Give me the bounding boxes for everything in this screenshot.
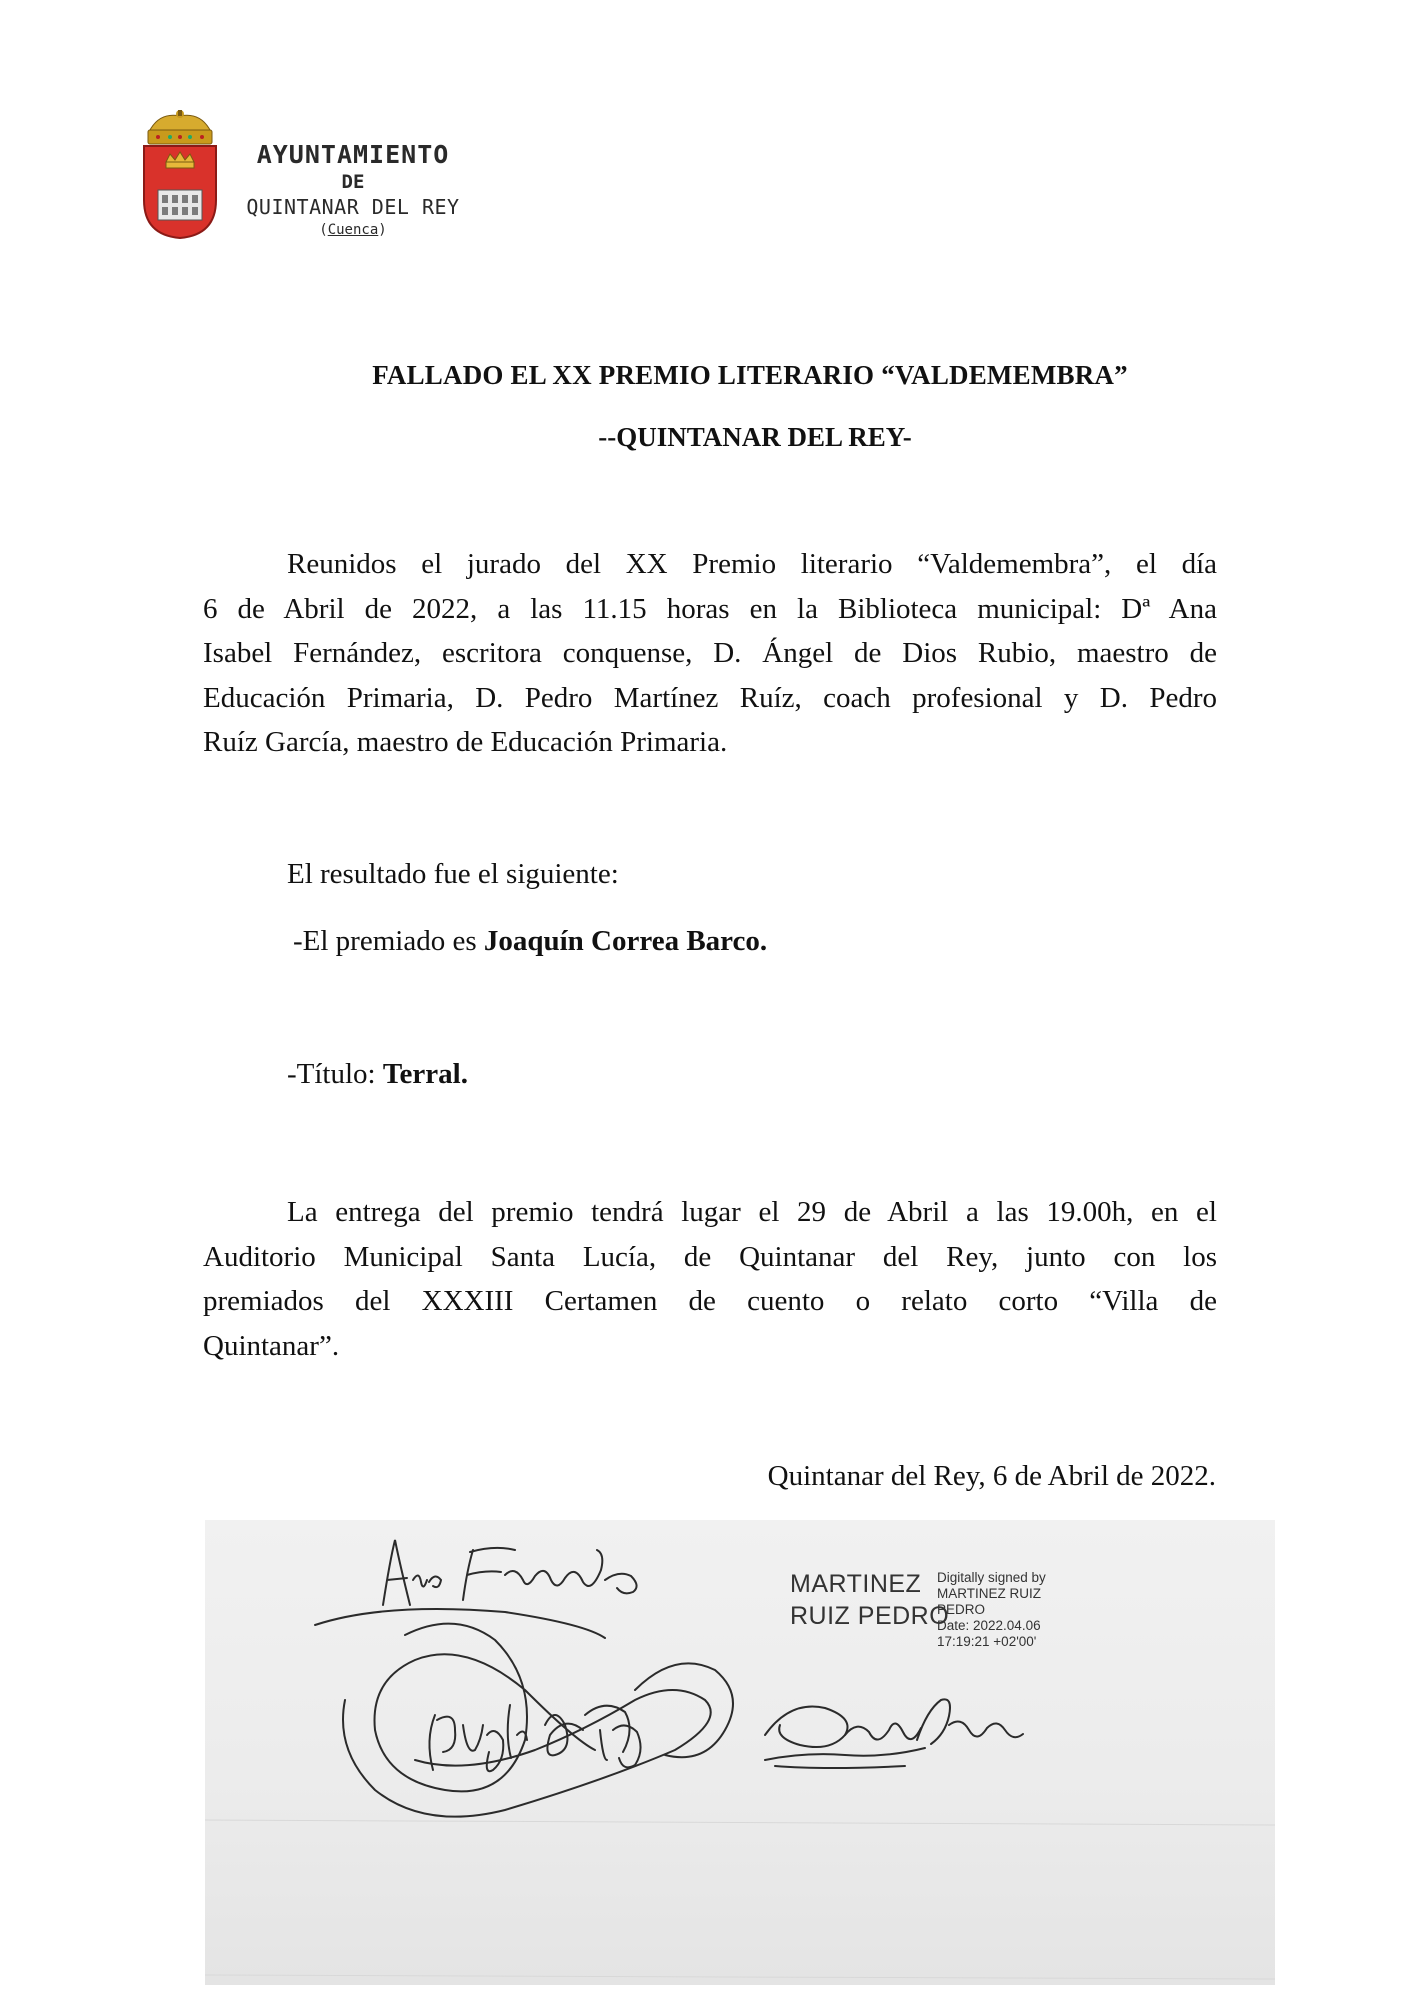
page-title: FALLADO EL XX PREMIO LITERARIO “VALDEMEMBRA” (372, 360, 1128, 390)
paragraph-line: 6 de Abril de 2022, a las 11.15 horas en la Biblioteca municipal: Dª Ana (203, 592, 1217, 625)
paragraph-line: premiados del XXXIII Certamen de cuento o relato corto “Villa de (203, 1285, 1217, 1317)
municipality-heading: AYUNTAMIENTO (256, 140, 450, 169)
digital-signature-info: Digitally signed by MARTINEZ RUIZ PEDRO Date: 2022.04.06 17:19:21 +02'00' (937, 1570, 1046, 1649)
municipality-connector: DE (341, 171, 365, 193)
winner-name: Joaquín Correa Barco. (483, 925, 768, 957)
digital-signer-name: MARTINEZ RUIZ PEDRO (790, 1570, 950, 1630)
letterhead (140, 110, 480, 245)
paragraph-line: Reunidos el jurado del XX Premio literario “Valdemembra”, el día (287, 548, 1217, 580)
signature-scan (205, 1520, 1275, 1985)
page-subtitle: --QUINTANAR DEL REY- (598, 422, 912, 452)
municipality-name: QUINTANAR DEL REY (246, 195, 460, 219)
paragraph-line: Ruíz García, maestro de Educación Primaria. (203, 726, 728, 758)
paragraph-line: Auditorio Municipal Santa Lucía, de Quintanar del Rey, junto con los (203, 1240, 1217, 1273)
paragraph-line: La entrega del premio tendrá lugar el 29 de Abril a las 19.00h, en el (287, 1196, 1217, 1228)
letterhead-text (228, 140, 478, 240)
winner-prefix: -El premiado es (293, 925, 484, 957)
paragraph-line: Quintanar”. (203, 1329, 340, 1362)
work-title: Terral. (382, 1058, 468, 1090)
place-and-date: Quintanar del Rey, 6 de Abril de 2022. (767, 1460, 1216, 1492)
handwritten-signatures-icon (205, 1520, 1275, 1985)
winner-line (293, 925, 767, 958)
paragraph-line: Educación Primaria, D. Pedro Martínez Ruíz, coach profesional y D. Pedro (203, 681, 1217, 714)
work-title-line (287, 1058, 468, 1091)
province-name: (Cuenca) (319, 222, 387, 238)
result-intro: El resultado fue el siguiente: (287, 858, 619, 890)
work-title-prefix: -Título: (287, 1058, 383, 1090)
jury-paragraph (203, 542, 1217, 765)
paragraph-line: Isabel Fernández, escritora conquense, D. Ángel de Dios Rubio, maestro de (203, 637, 1217, 669)
ceremony-paragraph (203, 1190, 1217, 1368)
coat-of-arms-icon (140, 110, 220, 240)
